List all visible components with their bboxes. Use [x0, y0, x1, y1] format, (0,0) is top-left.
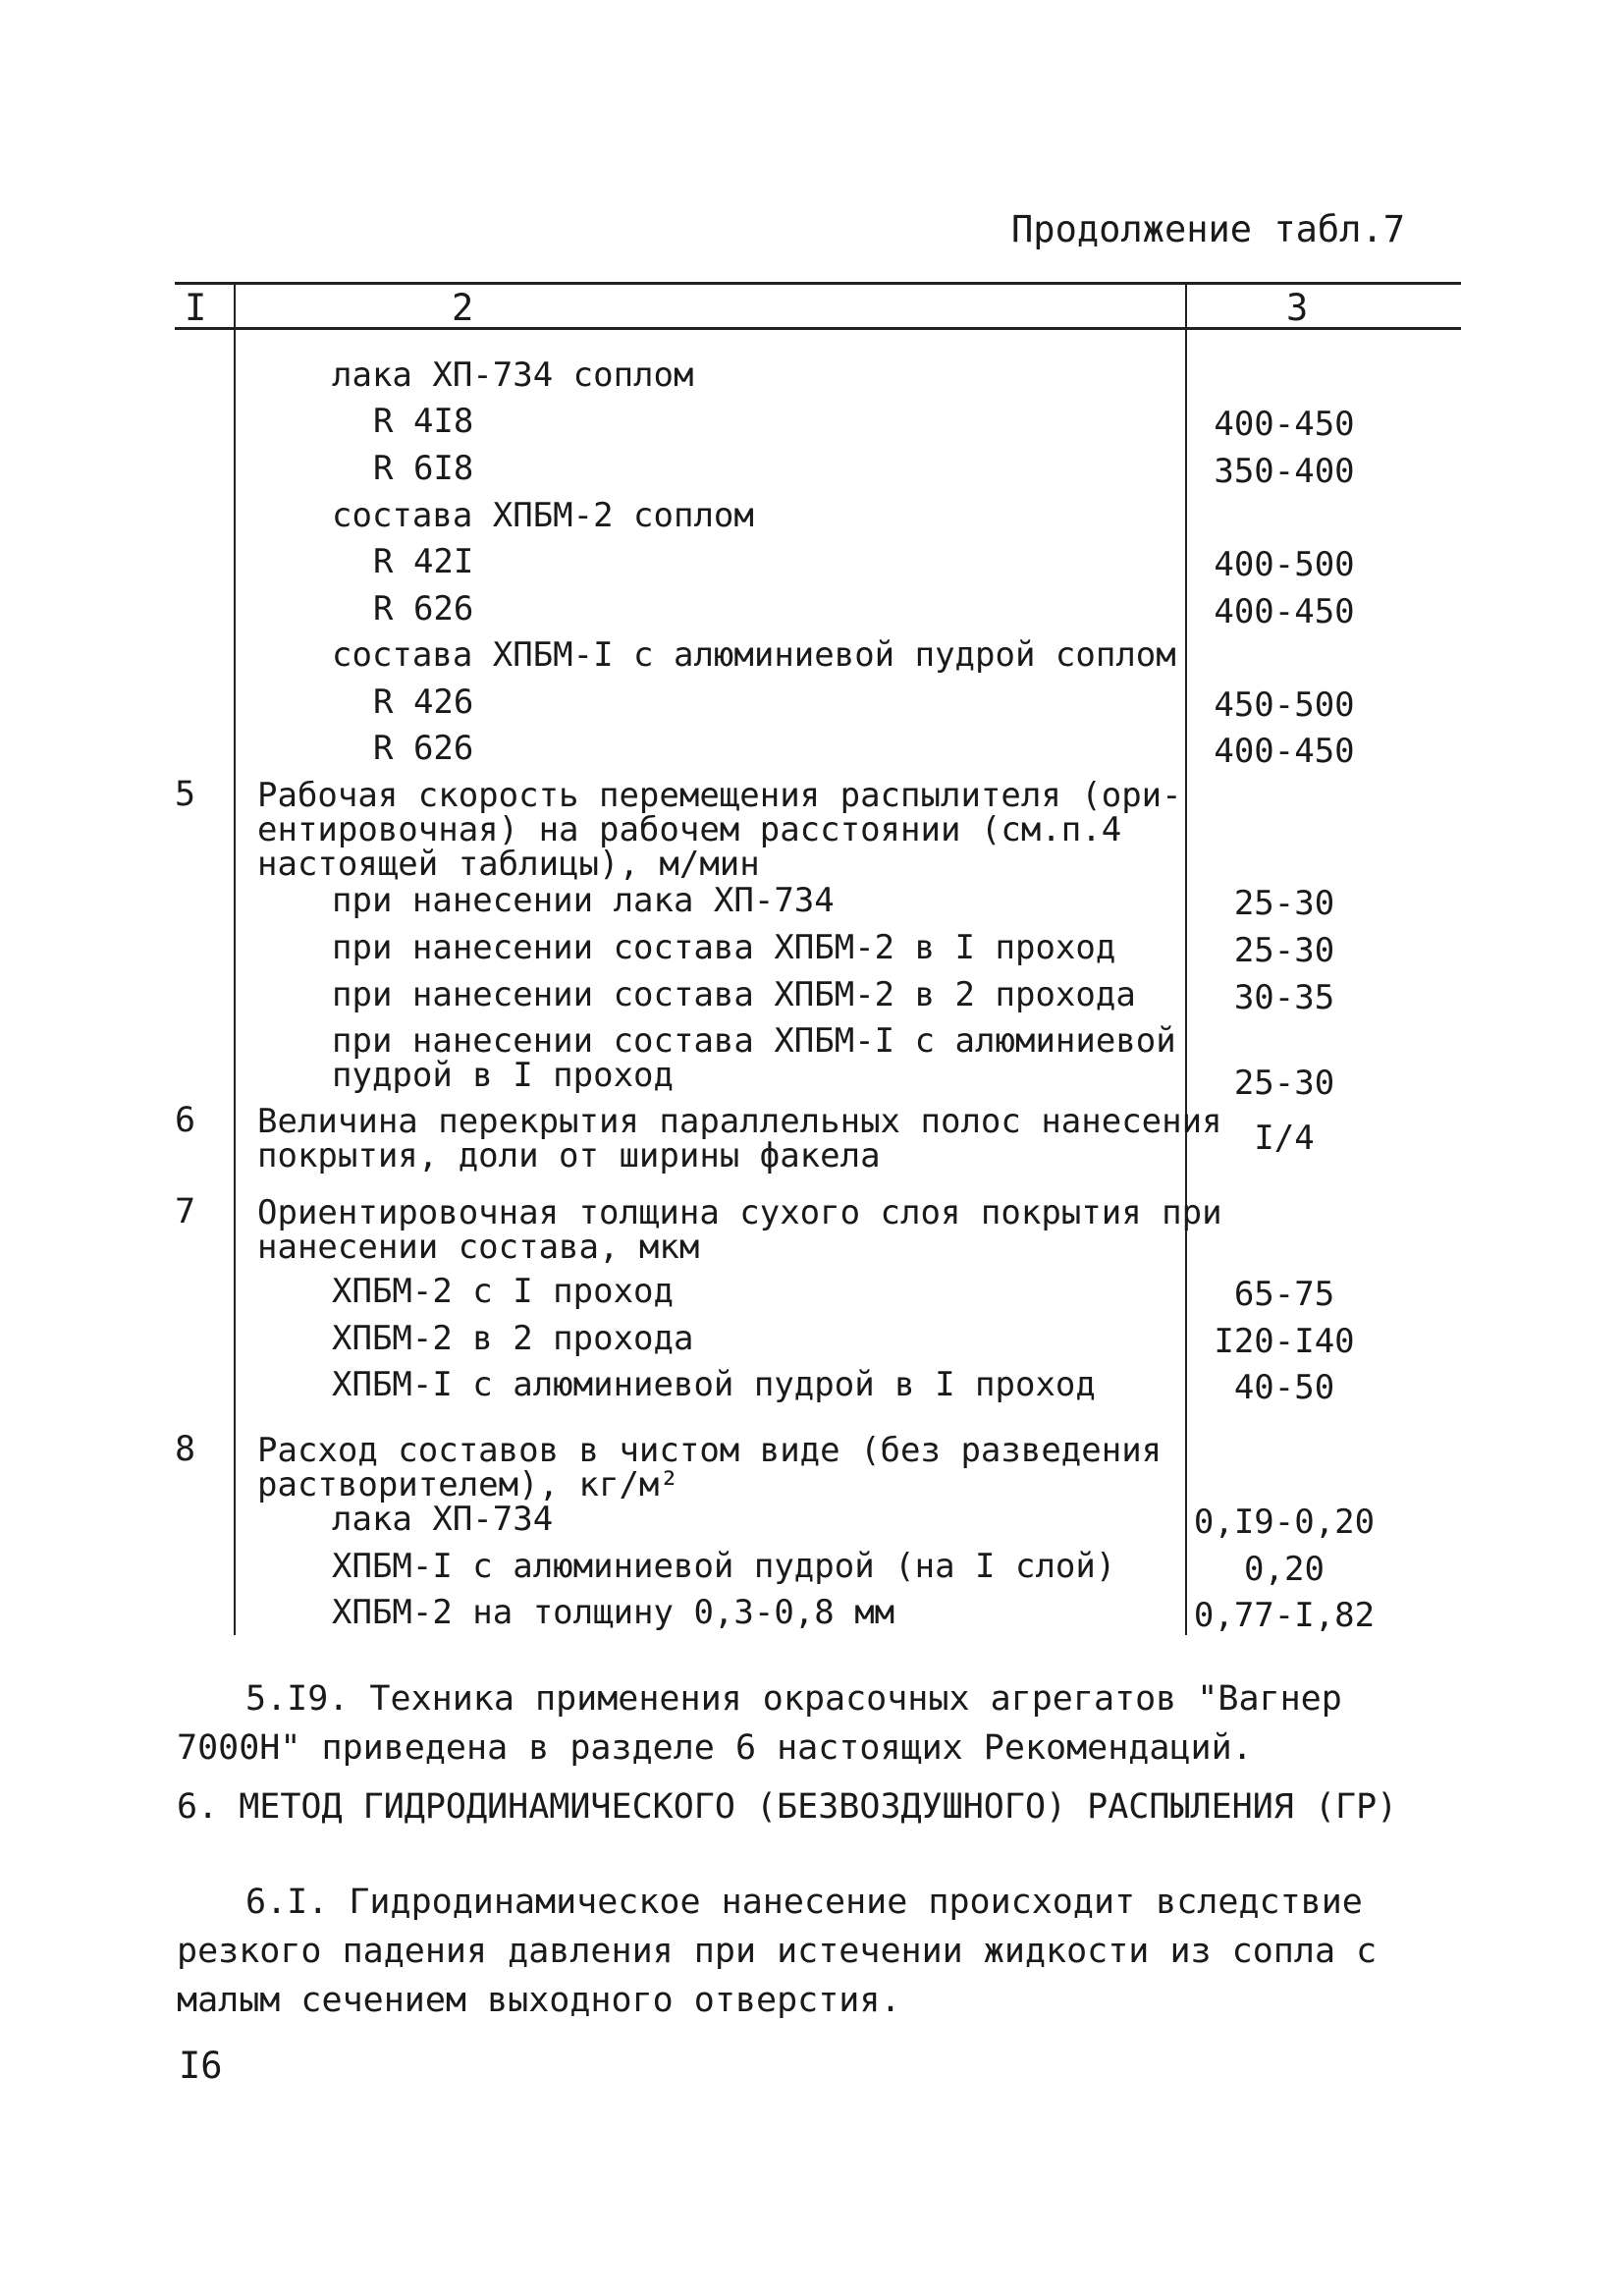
row-value: 400-450	[1214, 405, 1355, 444]
row-value: 0,20	[1244, 1550, 1325, 1589]
row-number: 6	[175, 1101, 196, 1140]
row-value: 400-500	[1214, 545, 1355, 584]
row-description: ХПБМ-2 на толщину 0,3-0,8 мм	[332, 1593, 895, 1632]
row-number: 5	[175, 775, 196, 814]
table-caption: Продолжение табл.7	[1011, 208, 1405, 250]
row-description: при нанесении лака ХП-734	[332, 881, 835, 920]
table-col-divider-1	[234, 282, 236, 1635]
row-description: состава ХПБМ-2 соплом	[332, 496, 754, 535]
row-description: R 426	[373, 683, 474, 722]
row-description: при нанесении состава ХПБМ-2 в I проход	[332, 928, 1116, 967]
row-description: Величина перекрытия параллельных полос нанесения покрытия, доли от ширины факела	[257, 1102, 1222, 1175]
paragraph-6-1-text: 6.I. Гидродинамическое нанесение происходит вследствие резкого падения давления при истечении жидкости из сопла с малым сечением выходного отверстия.	[177, 1883, 1378, 2020]
row-description: при нанесении состава ХПБМ-2 в 2 прохода	[332, 975, 1136, 1014]
row-description: R 6I8	[373, 449, 474, 488]
row-value: 400-450	[1214, 732, 1355, 771]
row-description: Ориентировочная толщина сухого слоя покрытия при нанесении состава, мкм	[257, 1193, 1222, 1267]
row-value: 0,77-I,82	[1193, 1596, 1376, 1635]
row-value: 25-30	[1233, 884, 1335, 923]
paragraph-6-1	[177, 1878, 1453, 2025]
page-number: I6	[179, 2045, 223, 2087]
paragraph-5-19-text: 5.I9. Техника применения окрасочных агрегатов "Вагнер 7000Н" приведена в разделе 6 настоящих Рекомендаций.	[177, 1679, 1342, 1768]
row-value: 30-35	[1233, 978, 1335, 1017]
row-description: при нанесении состава ХПБМ-I с алюминиевой пудрой в I проход	[332, 1021, 1176, 1095]
row-description: Расход составов в чистом виде (без разведения растворителем), кг/м²	[257, 1431, 1163, 1504]
row-description: R 4I8	[373, 402, 474, 441]
row-description: ХПБМ-I с алюминиевой пудрой в I проход	[332, 1365, 1096, 1404]
row-description: лака ХП-734 соплом	[332, 355, 694, 395]
row-value: 25-30	[1233, 931, 1335, 970]
table-header-col-3: 3	[1286, 287, 1309, 329]
row-value: 40-50	[1233, 1368, 1335, 1407]
row-description: ХПБМ-2 в 2 прохода	[332, 1319, 694, 1358]
row-description: ХПБМ-2 с I проход	[332, 1272, 674, 1311]
row-description: состава ХПБМ-I с алюминиевой пудрой соплом	[332, 635, 1176, 675]
row-number: 8	[175, 1430, 196, 1469]
table-header-col-1: I	[185, 287, 207, 329]
row-number: 7	[175, 1192, 196, 1231]
row-value: 0,I9-0,20	[1193, 1503, 1376, 1542]
paragraph-5-19	[177, 1674, 1453, 1773]
table-top-rule	[175, 282, 1461, 285]
row-value: 65-75	[1233, 1275, 1335, 1314]
section-heading: 6. МЕТОД ГИДРОДИНАМИЧЕСКОГО (БЕЗВОЗДУШНОГО) РАСПЫЛЕНИЯ (ГР)	[177, 1787, 1398, 1827]
row-description: Рабочая скорость перемещения распылителя (ори- ентировочная) на рабочем расстоянии (см.п.4 настоящей таблицы), м/мин	[257, 776, 1182, 884]
row-value: I/4	[1254, 1119, 1315, 1158]
row-description: R 42I	[373, 542, 474, 581]
row-description: R 626	[373, 589, 474, 629]
row-value: 400-450	[1214, 592, 1355, 631]
row-value: 450-500	[1214, 685, 1355, 725]
row-description: лака ХП-734	[332, 1500, 554, 1539]
row-description: R 626	[373, 729, 474, 768]
row-value: 350-400	[1214, 452, 1355, 491]
row-value: 25-30	[1233, 1064, 1335, 1103]
table-header-rule	[175, 327, 1461, 330]
row-description: ХПБМ-I с алюминиевой пудрой (на I слой)	[332, 1547, 1116, 1586]
table-header-col-2: 2	[452, 287, 474, 329]
row-value: I20-I40	[1214, 1322, 1355, 1361]
